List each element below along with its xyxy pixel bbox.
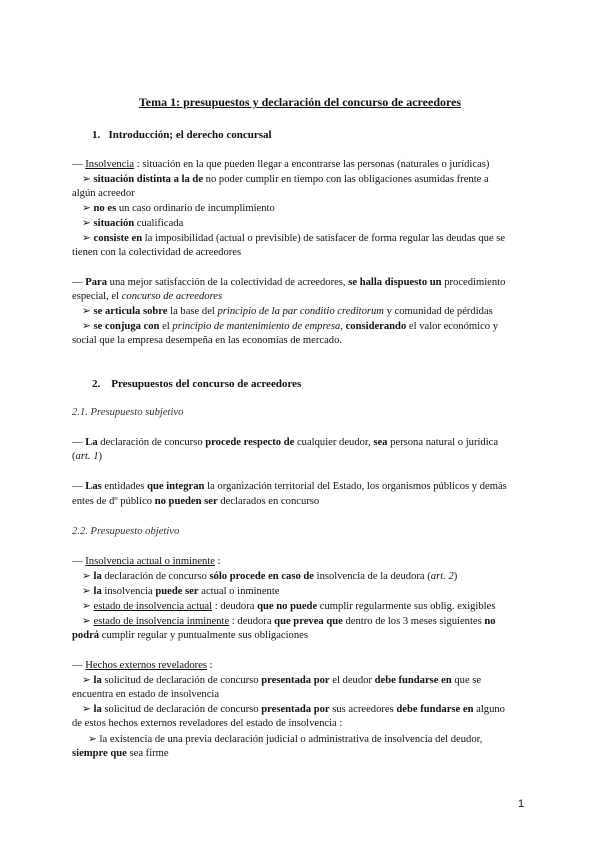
- text: actual o inminente: [198, 586, 280, 597]
- arrow-icon: ➢: [82, 321, 94, 332]
- bullet-text: no poder cumplir en tiempo con las obligaciones asumidas frente a: [203, 174, 489, 185]
- arrow-icon: ➢: [82, 616, 94, 627]
- text: cumplir regular y puntualmente sus obligaciones: [99, 630, 308, 641]
- subsection-objetivo: 2.2. Presupuesto objetivo: [72, 526, 180, 537]
- bold-text: no es: [93, 203, 117, 214]
- bold-text: considerando: [345, 321, 407, 332]
- text: persona natural o jurídica: [387, 437, 499, 448]
- dash: —: [72, 437, 86, 448]
- bullet-d1-cont: encuentra en estado de insolvencia: [72, 689, 220, 700]
- text: ): [453, 571, 458, 582]
- text: la base del: [167, 306, 218, 317]
- text: solicitud de declaración de concurso: [101, 675, 262, 686]
- term-underlined: estado de insolvencia inminente: [93, 616, 230, 627]
- bold-text: que integran: [147, 481, 205, 492]
- text: insolvencia: [101, 586, 156, 597]
- bullet-d3: [88, 733, 540, 747]
- arrow-icon: ➢: [82, 306, 94, 317]
- arrow-icon: ➢: [82, 704, 94, 715]
- bold-text: situación distinta a la de: [93, 174, 204, 185]
- text: declaración de concurso: [101, 571, 210, 582]
- text: insolvencia de la deudora (: [314, 571, 431, 582]
- hechos-externos: [72, 659, 540, 673]
- paragraph-las-cont: [72, 495, 540, 509]
- bold-text: la: [93, 571, 102, 582]
- dash: —: [72, 159, 86, 170]
- text: ): [98, 451, 103, 462]
- bold-text: Para: [85, 277, 108, 288]
- bold-text: procede respecto de: [205, 437, 295, 448]
- bold-text: debe fundarse en: [374, 675, 452, 686]
- bold-text: se halla dispuesto un: [348, 277, 442, 288]
- bullet-5: [82, 305, 540, 319]
- bold-text: se articula sobre: [93, 306, 168, 317]
- bold-text: la: [93, 704, 102, 715]
- italic-text: art. 1: [75, 451, 99, 462]
- dash: —: [72, 481, 86, 492]
- bold-text: no: [484, 616, 496, 627]
- text: una mejor satisfacción de la colectividad de acreedores,: [107, 277, 349, 288]
- term-insolvencia: Insolvencia: [85, 159, 135, 170]
- bullet-1-cont: algún acreedor: [72, 188, 135, 199]
- bullet-d1: [82, 674, 540, 688]
- bold-text: no pueden ser: [154, 496, 218, 507]
- paragraph-la: [72, 436, 540, 450]
- bold-text: la: [93, 675, 102, 686]
- text: procedimiento: [441, 277, 506, 288]
- text: la existencia de una previa declaración judicial o administrativa de insolvencia del deudor,: [99, 734, 483, 745]
- text: declaración de concurso: [97, 437, 206, 448]
- text: (: [72, 451, 76, 462]
- italic-text: principio de la par conditio creditorum: [217, 306, 384, 317]
- dash: —: [72, 660, 86, 671]
- bullet-d3-cont: [72, 747, 540, 761]
- bold-text: sólo procede en caso de: [209, 571, 314, 582]
- definition-text: : situación en la que pueden llegar a encontrarse las personas (naturales o jurídicas): [134, 159, 490, 170]
- dash: —: [72, 556, 86, 567]
- bold-text: la: [93, 586, 102, 597]
- section-1-heading: 1. Introducción; el derecho concursal: [92, 129, 272, 141]
- paragraph-para-cont: [72, 290, 540, 304]
- bold-text: se conjuga con: [93, 321, 160, 332]
- bold-text: presentada por: [261, 704, 330, 715]
- bold-text: sea: [373, 437, 388, 448]
- arrow-icon: ➢: [82, 233, 94, 244]
- bullet-c1: [82, 570, 540, 584]
- text: que se: [451, 675, 482, 686]
- bold-text: que no puede: [257, 601, 318, 612]
- text: declarados en concurso: [217, 496, 320, 507]
- italic-text: art. 2: [430, 571, 454, 582]
- text: cualquier deudor,: [294, 437, 374, 448]
- bullet-text: cualificada: [134, 218, 184, 229]
- bullet-2: [82, 202, 540, 216]
- italic-text: principio de mantenimiento de empresa: [172, 321, 341, 332]
- bold-text: consiste en: [93, 233, 143, 244]
- arrow-icon: ➢: [88, 734, 100, 745]
- bold-text: presentada por: [261, 675, 330, 686]
- bullet-c3: [82, 600, 540, 614]
- text: solicitud de declaración de concurso: [101, 704, 262, 715]
- text: el: [159, 321, 173, 332]
- text: : deudora: [212, 601, 258, 612]
- bullet-c2: [82, 585, 540, 599]
- bullet-text: un caso ordinario de incumplimiento: [116, 203, 275, 214]
- bold-text: La: [85, 437, 98, 448]
- text: la organización territorial del Estado, los organismos públicos y demás: [204, 481, 507, 492]
- bullet-4: [82, 232, 540, 246]
- text: cumplir regularmente sus oblig. exigibles: [317, 601, 496, 612]
- bullet-text: la imposibilidad (actual o previsible) de satisfacer de forma regular las deudas que se: [142, 233, 506, 244]
- italic-text: concurso de acreedores: [121, 291, 223, 302]
- text: :: [207, 660, 213, 671]
- bullet-d2: [82, 703, 540, 717]
- text: y comunidad de pérdidas: [383, 306, 493, 317]
- text: sus acreedores: [329, 704, 397, 715]
- bold-text: que prevea que: [274, 616, 343, 627]
- term-underlined: Insolvencia actual o inminente: [85, 556, 215, 567]
- text: entes de dº público: [72, 496, 155, 507]
- text: el valor económico y: [406, 321, 499, 332]
- text: ,: [340, 321, 346, 332]
- bullet-4-cont: tienen con la colectividad de acreedores: [72, 247, 242, 258]
- bullet-c4: [82, 615, 540, 629]
- text: : deudora: [229, 616, 275, 627]
- text: :: [214, 556, 221, 567]
- term-underlined: Hechos externos reveladores: [85, 660, 208, 671]
- bullet-d2-cont: de estos hechos externos reveladores del estado de insolvencia :: [72, 718, 343, 729]
- bold-text: Las: [85, 481, 102, 492]
- text: sea firme: [126, 748, 169, 759]
- insolvencia-definition: [72, 158, 540, 172]
- text: especial, el: [72, 291, 122, 302]
- section-2-heading: 2. Presupuestos del concurso de acreedores: [92, 378, 302, 390]
- dash: —: [72, 277, 86, 288]
- text: alguno: [473, 704, 505, 715]
- bullet-3: [82, 217, 540, 231]
- paragraph-las: [72, 480, 540, 494]
- bullet-1: [82, 173, 540, 187]
- bold-text: situación: [93, 218, 135, 229]
- bullet-6: [82, 320, 540, 334]
- bold-text: siempre que: [72, 748, 127, 759]
- text: dentro de los 3 meses siguientes: [342, 616, 485, 627]
- bold-text: podrá: [72, 630, 100, 641]
- bullet-6-cont: social que la empresa desempeña en las economías de mercado.: [72, 335, 343, 346]
- subsection-subjetivo: 2.1. Presupuesto subjetivo: [72, 407, 184, 418]
- bullet-c4-cont: [72, 629, 540, 643]
- insolvencia-actual: [72, 555, 540, 569]
- arrow-icon: ➢: [82, 601, 94, 612]
- arrow-icon: ➢: [82, 675, 94, 686]
- paragraph-para: [72, 276, 540, 290]
- bold-text: puede ser: [155, 586, 199, 597]
- arrow-icon: ➢: [82, 218, 94, 229]
- arrow-icon: ➢: [82, 203, 94, 214]
- term-underlined: estado de insolvencia actual: [93, 601, 213, 612]
- arrow-icon: ➢: [82, 174, 94, 185]
- arrow-icon: ➢: [82, 571, 94, 582]
- paragraph-la-cont: [72, 450, 540, 464]
- page-title: Tema 1: presupuestos y declaración del concurso de acreedores: [138, 95, 462, 109]
- bold-text: debe fundarse en: [396, 704, 474, 715]
- arrow-icon: ➢: [82, 586, 94, 597]
- page-number: 1: [518, 798, 525, 810]
- text: entidades: [101, 481, 148, 492]
- text: el deudor: [329, 675, 375, 686]
